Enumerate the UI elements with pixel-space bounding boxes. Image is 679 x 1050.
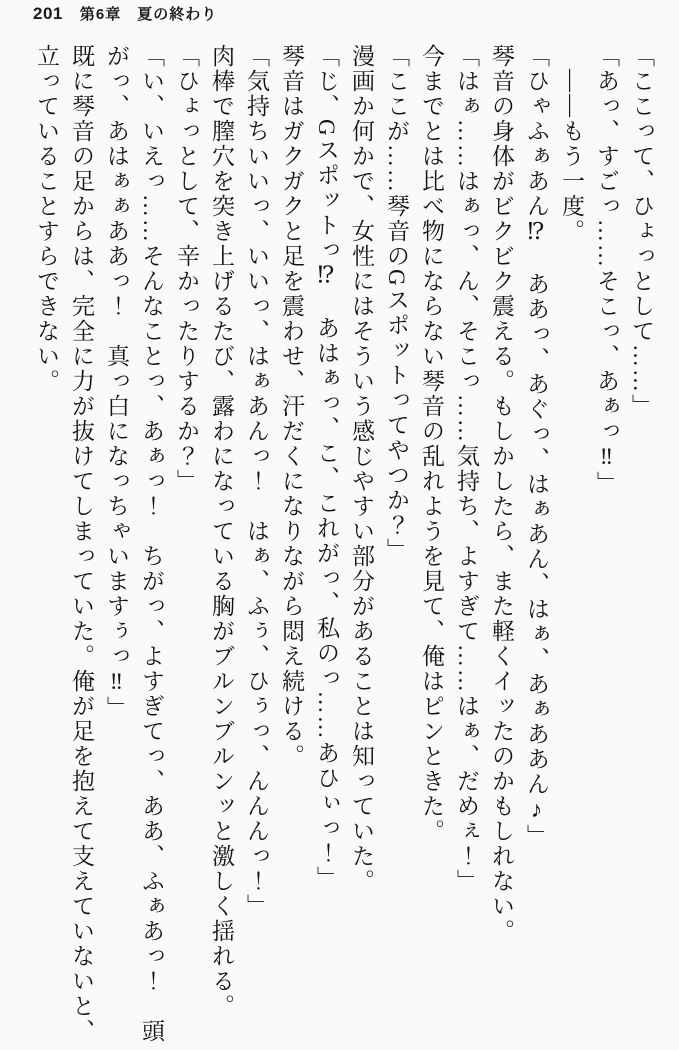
text-column: 「ひょっとして、辛かったりするか？」 xyxy=(174,44,199,494)
text-column: 琴音はガクガクと足を震わせ、汗だくになりながら悶え続ける。 xyxy=(279,44,304,769)
text-column: 琴音の身体がビクビク震える。もしかしたら、また軽くイッたのかもしれない。 xyxy=(489,44,514,944)
text-column: 既に琴音の足からは、完全に力が抜けてしまっていた。俺が足を抱えて支えていないと、 xyxy=(69,44,94,1044)
text-column: 「はぁ……はぁっ、ん、そこっ……気持ち、よすぎて……はぁ、だめぇ！」 xyxy=(454,44,479,894)
text-column: 「ここが……琴音のGスポットってやつか？」 xyxy=(384,44,409,563)
text-column: 今までとは比べ物にならない琴音の乱れようを見て、俺はピンときた。 xyxy=(419,44,444,844)
text-column: 「じ、Gスポットっ⁉ あはぁっ、こ、これがっ、私のっ……あひぃっ！」 xyxy=(314,44,339,891)
page-header xyxy=(33,3,217,24)
text-column: 漫画か何かで、女性にはそういう感じやすい部分があることは知っていた。 xyxy=(349,44,374,894)
novel-body-vertical-text xyxy=(29,44,659,1050)
text-column: 「ここって、ひょっとして……」 xyxy=(629,44,654,419)
text-column: 「ひゃふぁあん⁉ ああっ、あぐっ、はぁあん、はぁ、あぁああん♪」 xyxy=(524,44,549,849)
chapter-title: 第6章 夏の終わり xyxy=(79,6,218,23)
text-column: 「い、いえっ……そんなことっ、あぁっ！ ちがっ、よすぎてっ、ああ、ふぁあっ！ 頭 xyxy=(139,44,164,1044)
text-column: 立っていることすらできない。 xyxy=(34,44,59,394)
text-column: 「気持ちいいっ、いいっ、はぁあんっ！ はぁ、ふぅ、ひぅっ、んんんっ！」 xyxy=(244,44,269,919)
text-column: 肉棒で膣穴を突き上げるたび、露わになっている胸がブルンブルンッと激しく揺れる。 xyxy=(209,44,234,1019)
text-column: ――もう一度。 xyxy=(559,44,584,244)
text-column: 「あっ、すごっ……そこっ、あぁっ‼」 xyxy=(594,44,619,496)
page-number: 201 xyxy=(33,4,63,23)
text-column: がっ、あはぁぁああっ！ 真っ白になっちゃいますぅっ‼」 xyxy=(104,44,129,721)
